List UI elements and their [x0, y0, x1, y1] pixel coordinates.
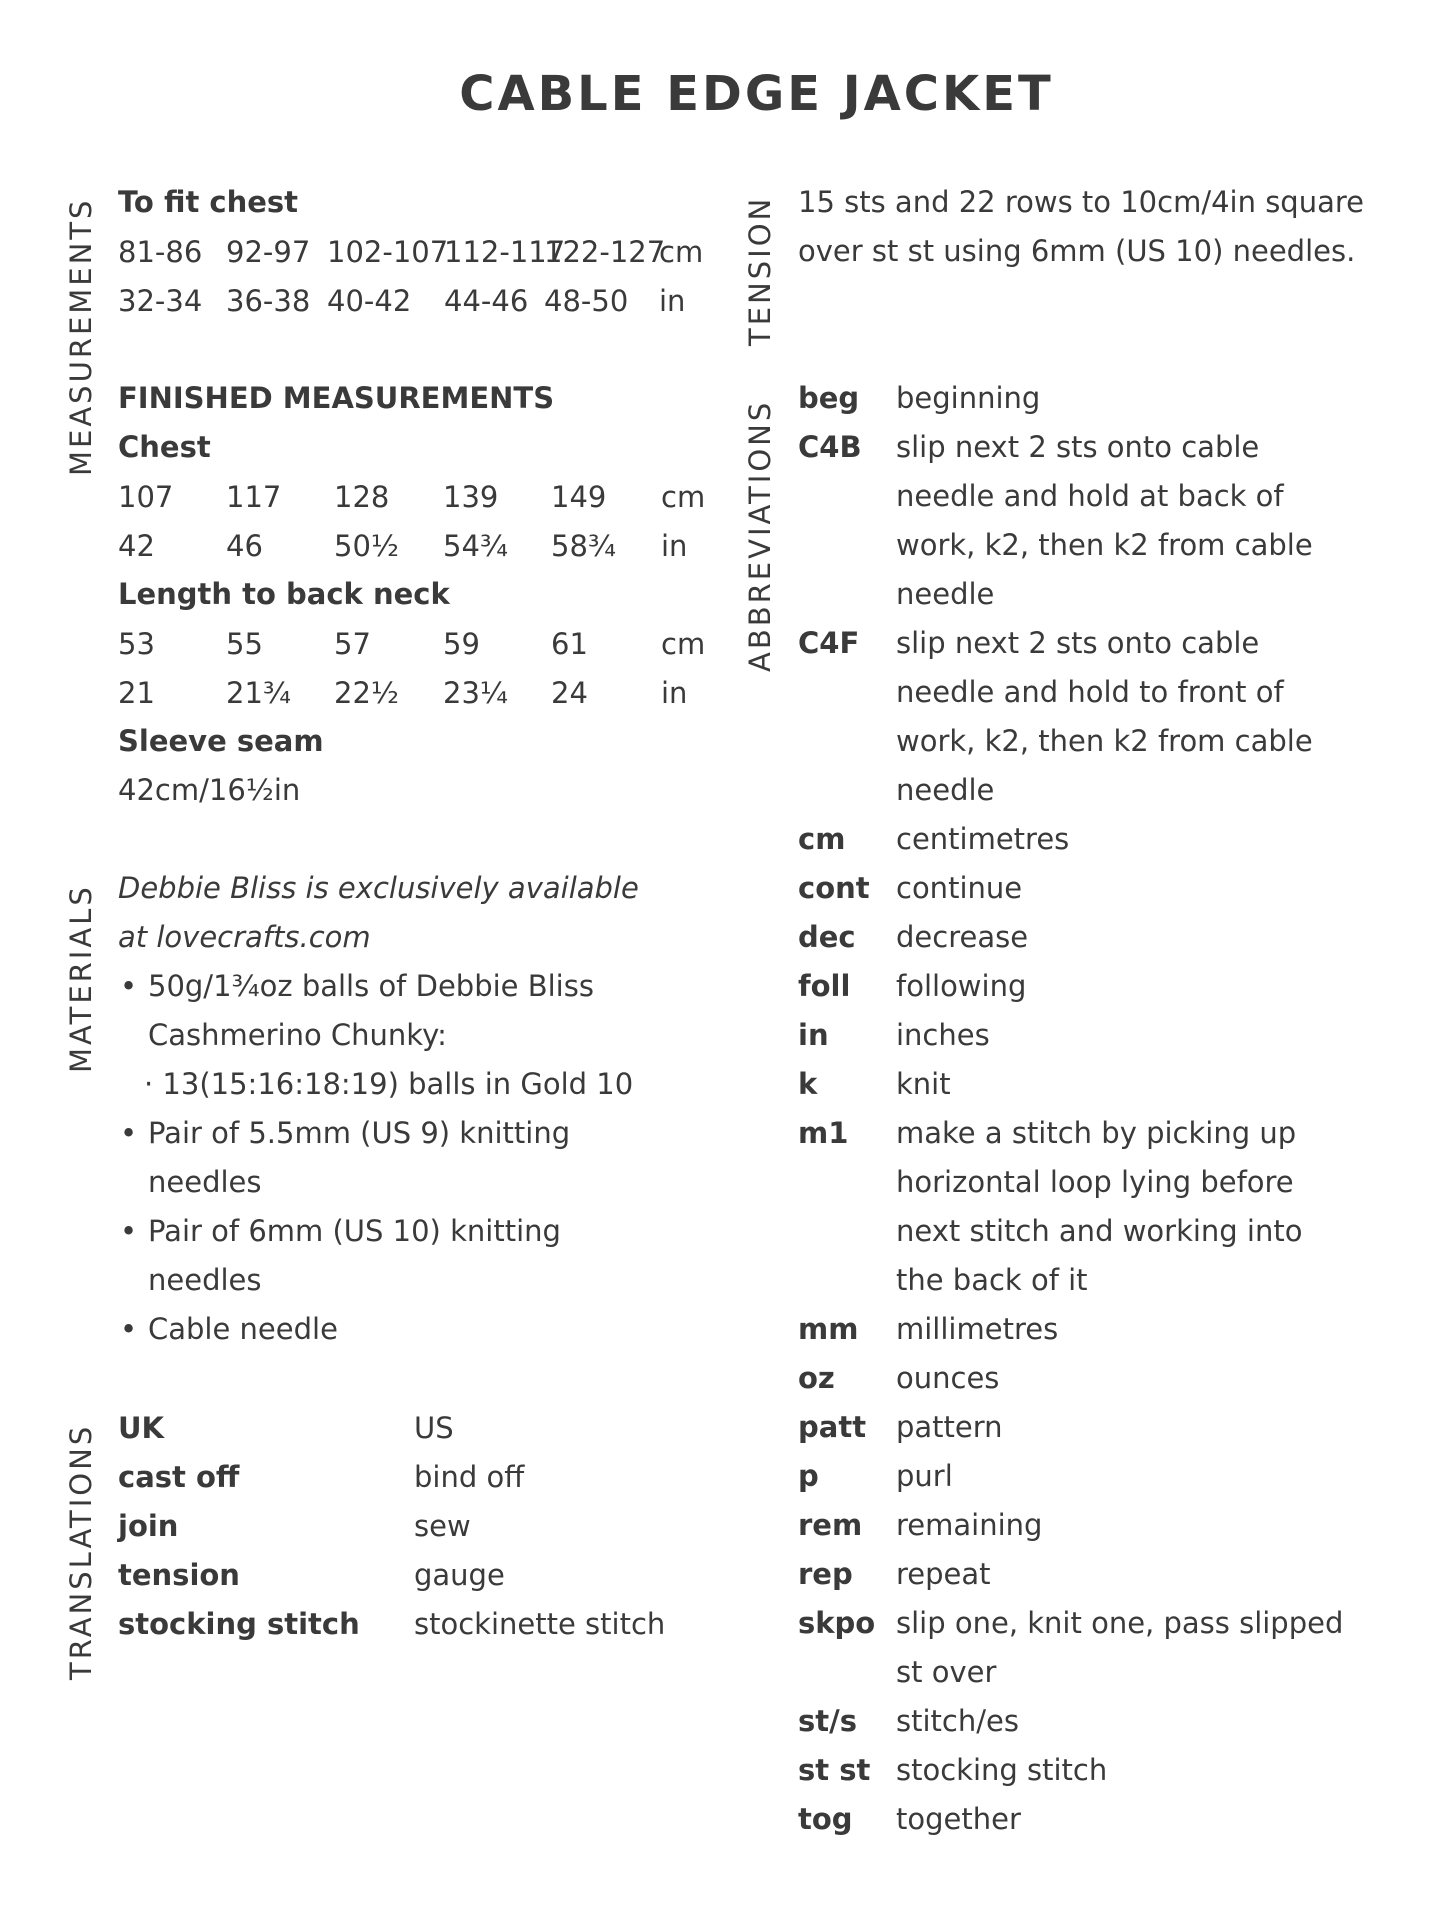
definition-line: pattern — [896, 1410, 1003, 1444]
materials-item-cont: Cashmerino Chunky: — [148, 1018, 447, 1052]
to-fit-row-in — [118, 276, 728, 325]
translation-row — [118, 1550, 728, 1599]
translation-uk: cast off — [118, 1459, 240, 1494]
size-cell: 21¾ — [226, 675, 292, 710]
unit-cell: in — [661, 528, 688, 563]
page-title: CABLE EDGE JACKET — [459, 66, 1054, 122]
abbreviation-row — [798, 962, 1418, 1011]
size-cell: 32-34 — [118, 283, 203, 318]
size-cell: 54¾ — [443, 528, 509, 563]
size-cell: 57 — [334, 626, 371, 661]
definition-line: the back of it — [896, 1263, 1088, 1297]
abbreviation-row — [798, 423, 1418, 619]
abbreviation-term: tog — [798, 1802, 853, 1836]
abbreviation-definition — [896, 1746, 1107, 1795]
abbreviation-term: cm — [798, 822, 846, 856]
translation-us: sew — [414, 1508, 471, 1543]
chest-row-in — [118, 521, 728, 570]
size-cell: 107 — [118, 479, 174, 514]
definition-line: slip one, knit one, pass slipped — [896, 1606, 1344, 1640]
abbreviation-definition — [896, 1109, 1302, 1305]
abbreviation-definition — [896, 1795, 1021, 1844]
abbreviation-definition — [896, 1501, 1042, 1550]
definition-line: beginning — [896, 381, 1041, 415]
abbreviation-definition — [896, 864, 1022, 913]
abbreviation-definition — [896, 815, 1069, 864]
length-row-in — [118, 668, 728, 717]
abbreviations-list — [798, 374, 1418, 1844]
abbreviation-term: p — [798, 1459, 819, 1493]
definition-line: purl — [896, 1459, 953, 1493]
size-cell: 24 — [551, 675, 588, 710]
translation-uk: stocking stitch — [118, 1606, 360, 1641]
definition-line: st over — [896, 1655, 997, 1689]
size-cell: 55 — [226, 626, 263, 661]
materials-label: MATERIALS — [64, 884, 98, 1073]
sleeve-heading: Sleeve seam — [118, 724, 324, 758]
length-row-cm — [118, 619, 728, 668]
definition-line: stocking stitch — [896, 1753, 1108, 1787]
abbreviation-row — [798, 1011, 1418, 1060]
unit-cell: in — [659, 283, 686, 318]
size-cell: 81-86 — [118, 234, 203, 269]
to-fit-heading: To fit chest — [118, 185, 299, 219]
abbreviation-row — [798, 1403, 1418, 1452]
tension-line1: 15 sts and 22 rows to 10cm/4in square — [798, 185, 1364, 219]
translation-uk: join — [118, 1508, 179, 1543]
abbreviation-term: st/s — [798, 1704, 857, 1738]
abbreviation-row — [798, 1501, 1418, 1550]
definition-line: horizontal loop lying before — [896, 1165, 1294, 1199]
abbreviation-definition — [896, 1354, 999, 1403]
measurements-label: MEASUREMENTS — [64, 197, 98, 476]
abbreviation-definition — [896, 1599, 1343, 1697]
abbreviation-row — [798, 1697, 1418, 1746]
abbreviation-row — [798, 1746, 1418, 1795]
abbreviation-definition — [896, 1550, 991, 1599]
definition-line: remaining — [896, 1508, 1043, 1542]
definition-line: slip next 2 sts onto cable — [896, 626, 1260, 660]
translation-us: US — [414, 1410, 454, 1445]
abbreviation-row — [798, 1060, 1418, 1109]
translation-us: gauge — [414, 1557, 505, 1592]
size-cell: 23¼ — [443, 675, 509, 710]
materials-intro-line2: at lovecrafts.com — [118, 920, 371, 954]
abbreviation-row — [798, 1305, 1418, 1354]
unit-cell: in — [661, 675, 688, 710]
tension-label: TENSION — [743, 195, 777, 346]
size-cell: 128 — [334, 479, 390, 514]
definition-line: needle — [896, 577, 995, 611]
definition-line: needle and hold to front of — [896, 675, 1284, 709]
definition-line: repeat — [896, 1557, 991, 1591]
materials-item-cont: needles — [148, 1263, 262, 1297]
definition-line: slip next 2 sts onto cable — [896, 430, 1260, 464]
unit-cell: cm — [659, 234, 704, 269]
definition-line: stitch/es — [896, 1704, 1019, 1738]
materials-item: • Cable needle — [118, 1305, 728, 1354]
size-cell: 42 — [118, 528, 155, 563]
to-fit-row-cm — [118, 227, 728, 276]
materials-item: • Pair of 6mm (US 10) knitting — [118, 1207, 728, 1256]
definition-line: make a stitch by picking up — [896, 1116, 1297, 1150]
abbreviation-row — [798, 1550, 1418, 1599]
length-heading: Length to back neck — [118, 577, 450, 611]
finished-heading: FINISHED MEASUREMENTS — [118, 381, 555, 415]
abbreviation-term: foll — [798, 969, 851, 1003]
abbreviation-row — [798, 1452, 1418, 1501]
abbreviation-definition — [896, 962, 1026, 1011]
abbreviation-term: skpo — [798, 1606, 876, 1640]
size-cell: 59 — [443, 626, 480, 661]
abbreviation-definition — [896, 374, 1040, 423]
size-cell: 48-50 — [544, 283, 629, 318]
abbreviation-term: C4F — [798, 626, 860, 660]
materials-intro-line1: Debbie Bliss is exclusively available — [118, 871, 639, 905]
tension-line2: over st st using 6mm (US 10) needles. — [798, 234, 1356, 268]
size-cell: 92-97 — [226, 234, 311, 269]
size-cell: 102-107 — [327, 234, 449, 269]
materials-subitem: · 13(15:16:18:19) balls in Gold 10 — [144, 1067, 634, 1101]
definition-line: needle — [896, 773, 995, 807]
abbreviation-definition — [896, 1305, 1058, 1354]
unit-cell: cm — [661, 479, 706, 514]
size-cell: 112-117 — [444, 234, 566, 269]
abbreviation-row — [798, 374, 1418, 423]
abbreviation-term: rep — [798, 1557, 853, 1591]
definition-line: continue — [896, 871, 1023, 905]
definition-line: ounces — [896, 1361, 1000, 1395]
size-cell: 117 — [226, 479, 282, 514]
abbreviation-row — [798, 864, 1418, 913]
definition-line: inches — [896, 1018, 990, 1052]
size-cell: 122-127 — [544, 234, 666, 269]
size-cell: 61 — [551, 626, 588, 661]
definition-line: work, k2, then k2 from cable — [896, 724, 1313, 758]
abbreviation-row — [798, 913, 1418, 962]
abbreviation-term: C4B — [798, 430, 862, 464]
abbreviation-term: m1 — [798, 1116, 849, 1150]
materials-item-cont: needles — [148, 1165, 262, 1199]
size-cell: 40-42 — [327, 283, 412, 318]
abbreviation-term: mm — [798, 1312, 859, 1346]
materials-item: • 50g/1¾oz balls of Debbie Bliss — [118, 962, 728, 1011]
size-cell: 46 — [226, 528, 263, 563]
size-cell: 22½ — [334, 675, 400, 710]
abbreviations-label: ABBREVIATIONS — [743, 399, 777, 672]
definition-line: following — [896, 969, 1027, 1003]
chest-heading: Chest — [118, 430, 211, 464]
abbreviation-definition — [896, 1697, 1019, 1746]
sleeve-value: 42cm/16½in — [118, 773, 301, 807]
size-cell: 44-46 — [444, 283, 529, 318]
abbreviation-definition — [896, 1452, 953, 1501]
abbreviation-definition — [896, 619, 1313, 815]
definition-line: decrease — [896, 920, 1029, 954]
size-cell: 50½ — [334, 528, 400, 563]
size-cell: 21 — [118, 675, 155, 710]
abbreviation-term: oz — [798, 1361, 835, 1395]
abbreviation-row — [798, 1109, 1418, 1305]
abbreviation-term: st st — [798, 1753, 871, 1787]
abbreviation-term: in — [798, 1018, 829, 1052]
abbreviation-term: beg — [798, 381, 860, 415]
definition-line: work, k2, then k2 from cable — [896, 528, 1313, 562]
abbreviation-term: k — [798, 1067, 818, 1101]
left-column — [118, 178, 728, 1648]
abbreviation-term: patt — [798, 1410, 867, 1444]
abbreviation-row — [798, 1795, 1418, 1844]
abbreviation-row — [798, 619, 1418, 815]
abbreviation-term: cont — [798, 871, 870, 905]
abbreviation-definition — [896, 1403, 1003, 1452]
translation-us: stockinette stitch — [414, 1606, 666, 1641]
definition-line: millimetres — [896, 1312, 1059, 1346]
translation-row — [118, 1599, 728, 1648]
abbreviation-definition — [896, 1060, 951, 1109]
abbreviation-row — [798, 815, 1418, 864]
size-cell: 58¾ — [551, 528, 617, 563]
translation-row — [118, 1501, 728, 1550]
definition-line: next stitch and working into — [896, 1214, 1303, 1248]
right-column — [798, 178, 1418, 1844]
abbreviation-row — [798, 1599, 1418, 1697]
definition-line: needle and hold at back of — [896, 479, 1284, 513]
unit-cell: cm — [661, 626, 706, 661]
abbreviation-definition — [896, 423, 1313, 619]
translations-label: TRANSLATIONS — [64, 1423, 98, 1680]
translation-uk: UK — [118, 1410, 165, 1445]
size-cell: 36-38 — [226, 283, 311, 318]
translation-row — [118, 1403, 728, 1452]
abbreviation-term: dec — [798, 920, 856, 954]
chest-row-cm — [118, 472, 728, 521]
abbreviation-definition — [896, 1011, 990, 1060]
abbreviation-definition — [896, 913, 1028, 962]
definition-line: knit — [896, 1067, 951, 1101]
definition-line: centimetres — [896, 822, 1070, 856]
abbreviation-row — [798, 1354, 1418, 1403]
definition-line: together — [896, 1802, 1021, 1836]
size-cell: 139 — [443, 479, 499, 514]
abbreviation-term: rem — [798, 1508, 863, 1542]
translation-uk: tension — [118, 1557, 240, 1592]
translation-us: bind off — [414, 1459, 525, 1494]
translation-row — [118, 1452, 728, 1501]
size-cell: 53 — [118, 626, 155, 661]
materials-item: • Pair of 5.5mm (US 9) knitting — [118, 1109, 728, 1158]
size-cell: 149 — [551, 479, 607, 514]
